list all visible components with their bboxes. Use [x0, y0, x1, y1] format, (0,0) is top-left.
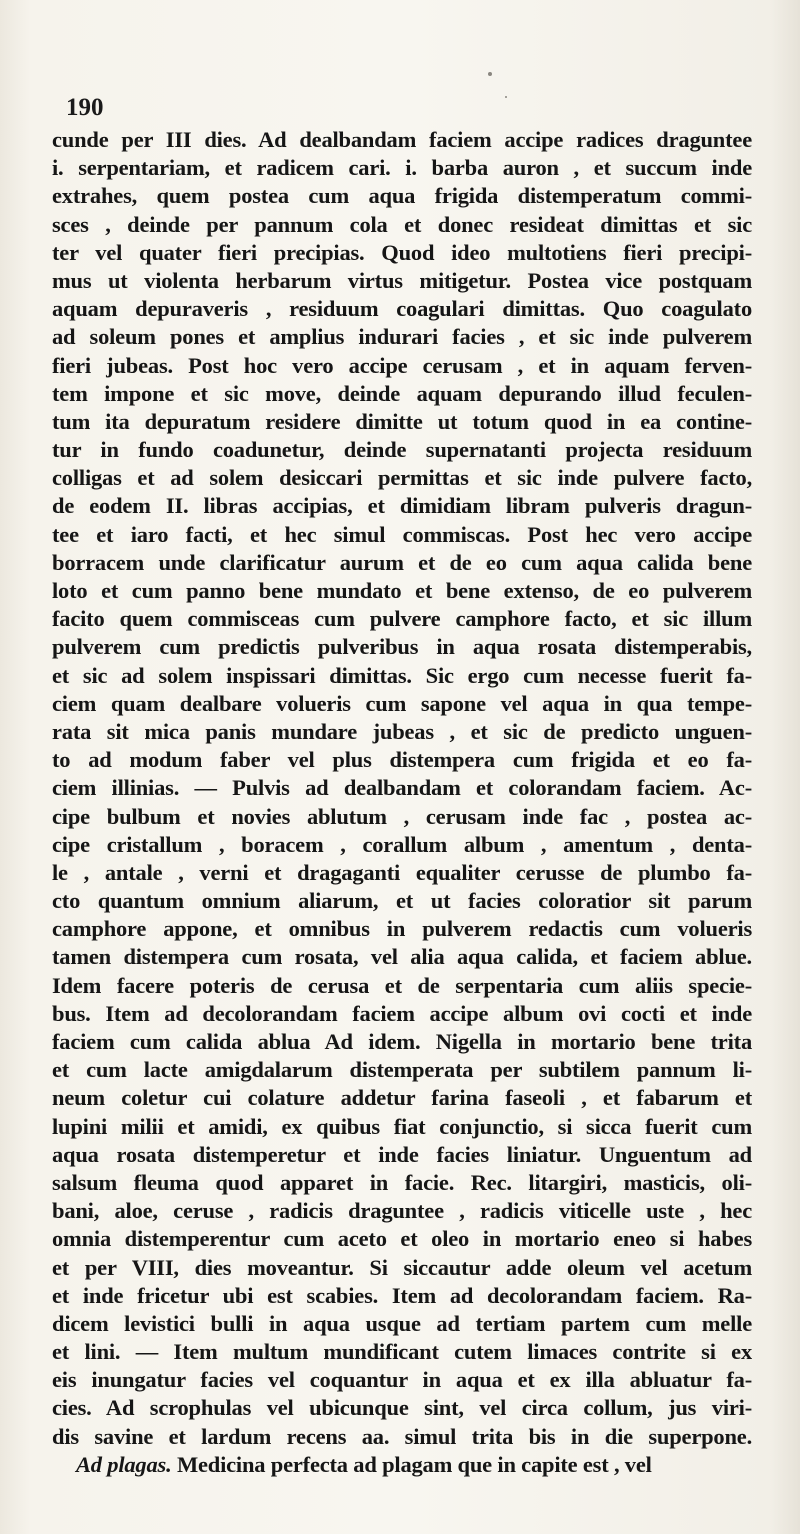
text-line: dicem levistici bulli in aqua usque ad tertiam partem cum melle [52, 1310, 752, 1336]
text-line: colligas et ad solem desiccari permittas et sic inde pulvere facto, [52, 465, 752, 491]
text-line: omnia distemperentur cum aceto et oleo in mortario eneo si habes [52, 1226, 752, 1252]
text-line: facito quem commisceas cum pulvere camphore facto, et sic illum [52, 606, 752, 632]
text-line: bus. Item ad decolorandam faciem accipe album ovi cocti et inde [52, 1000, 752, 1026]
text-line: cipe cristallum , boracem , corallum album , amentum , denta- [52, 831, 752, 857]
text-line: fieri jubeas. Post hoc vero accipe cerusam , et in aquam ferven- [52, 352, 752, 378]
body-text [52, 126, 752, 1479]
text-line: le , antale , verni et dragaganti equaliter cerusse de plumbo fa- [52, 859, 752, 885]
section-heading-ad-plagas: Ad plagas. [76, 1451, 172, 1477]
text-line: tum ita depuratum residere dimitte ut totum quod in ea contine- [52, 408, 752, 434]
text-line: tamen distempera cum rosata, vel alia aqua calida, et faciem ablue. [52, 944, 752, 970]
text-line: lupini milii et amidi, ex quibus fiat conjunctio, si sicca fuerit cum [52, 1113, 752, 1139]
text-line: tee et iaro facti, et hec simul commiscas. Post hec vero accipe [52, 521, 752, 547]
text-line: et per VIII, dies moveantur. Si siccautur adde oleum vel acetum [52, 1254, 752, 1280]
text-line: eis inungatur facies vel coquantur in aqua et ex illa abluatur fa- [52, 1367, 752, 1393]
text-line: pulverem cum predictis pulveribus in aqua rosata distemperabis, [52, 634, 752, 660]
text-line: bani, aloe, ceruse , radicis draguntee , radicis viticelle uste , hec [52, 1198, 752, 1224]
text-line: loto et cum panno bene mundato et bene extenso, de eo pulverem [52, 578, 752, 603]
text-line: cies. Ad scrophulas vel ubicunque sint, vel circa collum, jus viri- [52, 1395, 752, 1421]
text-line: aqua rosata distemperetur et inde facies liniatur. Unguentum ad [52, 1141, 752, 1167]
ink-speck [488, 72, 492, 76]
page-number: 190 [66, 94, 104, 121]
text-line: cto quantum omnium aliarum, et ut facies coloratior sit parum [52, 888, 752, 914]
text-line: sces , deinde per pannum cola et donec resideat dimittas et sic [52, 211, 752, 237]
text-line: to ad modum faber vel plus distempera cum frigida et eo fa- [52, 747, 752, 773]
text-line: ciem illinias. — Pulvis ad dealbandam et colorandam faciem. Ac- [52, 775, 752, 801]
text-line: tem impone et sic move, deinde aquam depurando illud feculen- [52, 380, 752, 406]
text-line-final-rest: Medicina perfecta ad plagam que in capite est , vel [176, 1451, 652, 1477]
text-line: i. serpentariam, et radicem cari. i. barba auron , et succum inde [52, 155, 752, 181]
text-line: Idem facere poteris de cerusa et de serpentaria cum aliis specie- [52, 972, 752, 998]
text-line: cunde per III dies. Ad dealbandam faciem accipe radices draguntee [52, 127, 752, 152]
text-line: dis savine et lardum recens aa. simul trita bis in die superpone. [52, 1423, 752, 1449]
text-line: et cum lacte amigdalarum distemperata per subtilem pannum li- [52, 1057, 752, 1083]
text-line: ciem quam dealbare volueris cum sapone vel aqua in qua tempe- [52, 690, 752, 716]
text-line: salsum fleuma quod apparet in facie. Rec. litargiri, masticis, oli- [52, 1169, 752, 1195]
text-line: ad soleum pones et amplius indurari facies , et sic inde pulverem [52, 324, 752, 350]
text-line: et inde fricetur ubi est scabies. Item ad decolorandam faciem. Ra- [52, 1282, 752, 1308]
text-line: tur in fundo coadunetur, deinde supernatanti projecta residuum [52, 437, 752, 463]
text-line: et sic ad solem inspissari dimittas. Sic ergo cum necesse fuerit fa- [52, 662, 752, 688]
text-line-final [52, 1451, 752, 1479]
text-line: neum coletur cui colature addetur farina faseoli , et fabarum et [52, 1085, 752, 1111]
text-line: et lini. — Item multum mundificant cutem limaces contrite si ex [52, 1339, 752, 1365]
text-line: camphore appone, et omnibus in pulverem redactis cum volueris [52, 916, 752, 942]
text-line: mus ut violenta herbarum virtus mitigetur. Postea vice postquam [52, 267, 752, 293]
text-line: cipe bulbum et novies ablutum , cerusam inde fac , postea ac- [52, 803, 752, 829]
text-line: de eodem II. libras accipias, et dimidiam libram pulveris dragun- [52, 493, 752, 519]
text-line: ter vel quater fieri precipias. Quod ideo multotiens fieri precipi- [52, 239, 752, 265]
text-line: faciem cum calida ablua Ad idem. Nigella in mortario bene trita [52, 1029, 752, 1054]
ink-speck [505, 96, 507, 98]
text-line: rata sit mica panis mundare jubeas , et sic de predicto unguen- [52, 718, 752, 744]
text-line: extrahes, quem postea cum aqua frigida distemperatum commi- [52, 183, 752, 209]
text-line: borracem unde clarificatur aurum et de eo cum aqua calida bene [52, 549, 752, 575]
text-line: aquam depuraveris , residuum coagulari dimittas. Quo coagulato [52, 296, 752, 322]
